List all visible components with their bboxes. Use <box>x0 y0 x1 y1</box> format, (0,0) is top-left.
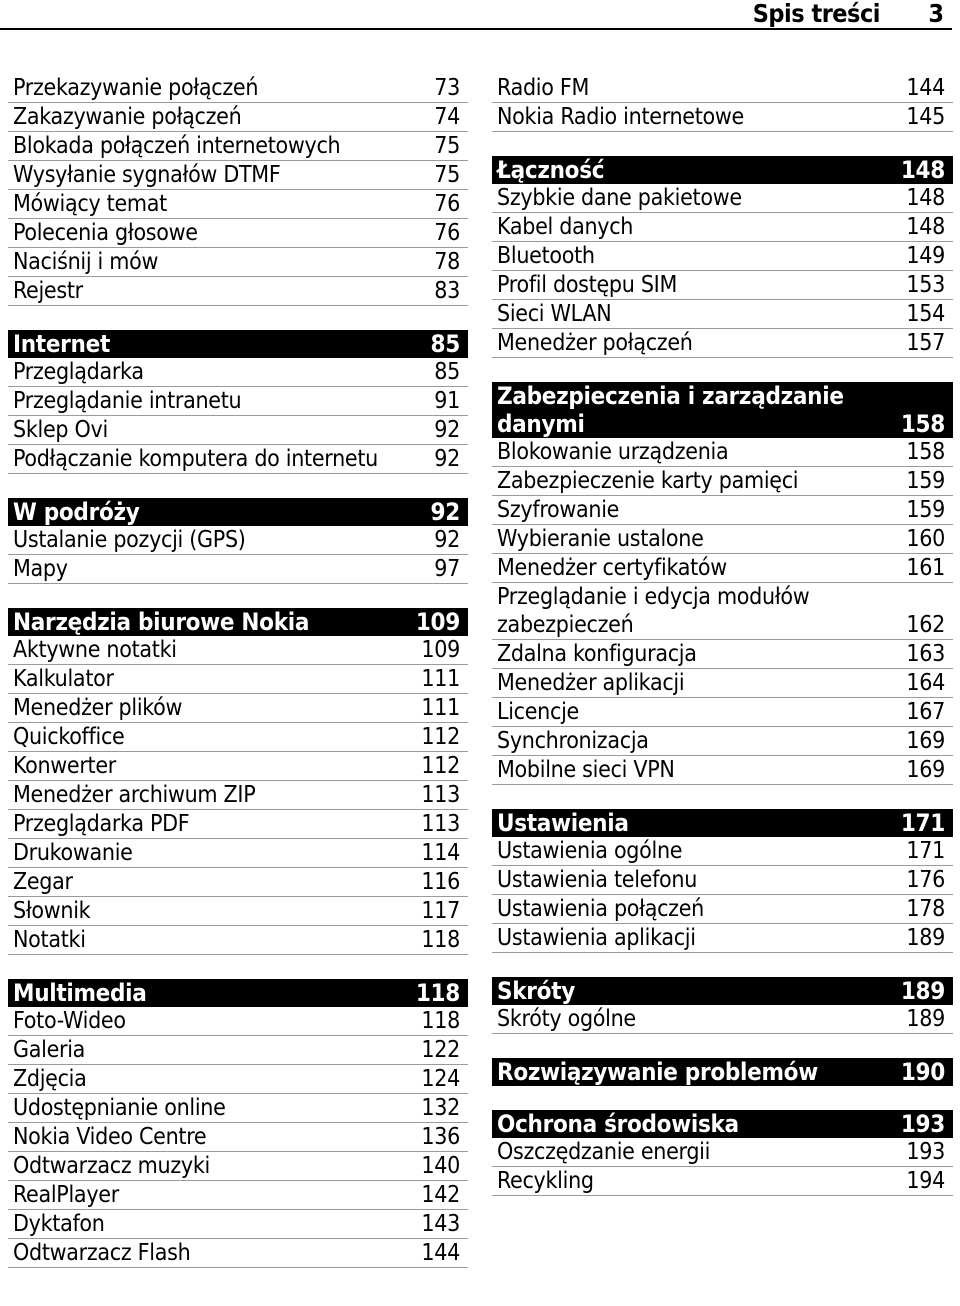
entry-page-number: 116 <box>421 869 460 895</box>
toc-entry[interactable] <box>492 329 953 358</box>
chapter-title: Łączność <box>497 156 605 184</box>
entry-page-number: 85 <box>434 359 460 385</box>
entry-title: Aktywne notatki <box>13 637 177 663</box>
entry-page-number: 109 <box>421 637 460 663</box>
toc-chapter-heading-multimedia[interactable] <box>8 979 468 1007</box>
toc-entry[interactable] <box>8 1210 468 1239</box>
entry-title: Menedżer aplikacji <box>497 670 685 696</box>
entry-page-number: 111 <box>421 695 460 721</box>
chapter-page-number: 92 <box>430 498 460 526</box>
toc-entry[interactable] <box>8 868 468 897</box>
toc-entry[interactable] <box>8 1181 468 1210</box>
toc-entry[interactable] <box>8 358 468 387</box>
entry-title: Podłączanie komputera do internetu <box>13 446 378 472</box>
entry-title: Przeglądanie intranetu <box>13 388 242 414</box>
toc-entry[interactable] <box>492 242 953 271</box>
entry-page-number: 112 <box>421 753 460 779</box>
chapter-title: Ochrona środowiska <box>497 1110 739 1138</box>
toc-entry[interactable] <box>492 756 953 785</box>
toc-entry[interactable] <box>492 213 953 242</box>
entry-page-number: 178 <box>906 896 945 922</box>
chapter-title: Skróty <box>497 977 575 1005</box>
entry-page-number: 162 <box>906 612 945 638</box>
toc-chapter-heading-w-podrozy[interactable] <box>8 498 468 526</box>
page-header <box>0 0 952 30</box>
entry-title: Ustawienia połączeń <box>497 896 704 922</box>
entry-page-number: 153 <box>906 272 945 298</box>
entry-title: Menedżer certyfikatów <box>497 555 727 581</box>
entry-title: Profil dostępu SIM <box>497 272 678 298</box>
toc-section <box>8 979 468 1268</box>
chapter-page-number: 109 <box>415 608 460 636</box>
entry-title: Wybieranie ustalone <box>497 526 704 552</box>
toc-entry[interactable] <box>8 1007 468 1036</box>
toc-section <box>492 74 953 132</box>
entry-title: Kabel danych <box>497 214 634 240</box>
toc-entry[interactable] <box>8 810 468 839</box>
toc-section <box>8 608 468 955</box>
toc-section <box>8 74 468 306</box>
entry-title: Słownik <box>13 898 91 924</box>
entry-page-number: 122 <box>421 1037 460 1063</box>
entry-page-number: 118 <box>421 1008 460 1034</box>
entry-page-number: 132 <box>421 1095 460 1121</box>
entry-title: RealPlayer <box>13 1182 119 1208</box>
toc-entry[interactable] <box>8 926 468 955</box>
entry-title: Udostępnianie online <box>13 1095 226 1121</box>
entry-title: Blokowanie urządzenia <box>497 439 729 465</box>
entry-title: Ustawienia ogólne <box>497 838 683 864</box>
entry-page-number: 74 <box>434 104 460 130</box>
toc-entry[interactable] <box>492 640 953 669</box>
toc-entry[interactable] <box>492 74 953 103</box>
toc-entry[interactable] <box>8 897 468 926</box>
chapter-title: Ustawienia <box>497 809 629 837</box>
toc-entry[interactable] <box>492 866 953 895</box>
toc-entry[interactable] <box>8 1094 468 1123</box>
entry-title: Oszczędzanie energii <box>497 1139 711 1165</box>
entry-title: Bluetooth <box>497 243 595 269</box>
entry-title: Wysyłanie sygnałów DTMF <box>13 162 281 188</box>
entry-page-number: 144 <box>421 1240 460 1266</box>
chapter-page-number: 158 <box>900 410 945 438</box>
toc-entry[interactable] <box>492 1005 953 1034</box>
toc-entry[interactable] <box>8 665 468 694</box>
toc-chapter-heading-zabezpieczenia-i-zarzadzanie-danymi[interactable] <box>492 382 953 438</box>
toc-entry[interactable] <box>492 184 953 213</box>
entry-title: Rejestr <box>13 278 83 304</box>
entry-title: Notatki <box>13 927 86 953</box>
entry-title: Quickoffice <box>13 724 125 750</box>
toc-entry[interactable] <box>8 74 468 103</box>
entry-page-number: 113 <box>421 811 460 837</box>
entry-title: Recykling <box>497 1168 594 1194</box>
toc-entry[interactable] <box>492 467 953 496</box>
chapter-title: Rozwiązywanie problemów <box>497 1058 818 1086</box>
entry-title: Naciśnij i mów <box>13 249 159 275</box>
entry-title: Odtwarzacz muzyki <box>13 1153 210 1179</box>
chapter-title: Internet <box>13 330 110 358</box>
toc-left-column <box>8 74 468 1292</box>
toc-entry[interactable] <box>8 248 468 277</box>
entry-title: Kalkulator <box>13 666 114 692</box>
toc-entry[interactable] <box>492 103 953 132</box>
toc-entry[interactable] <box>8 526 468 555</box>
toc-chapter-heading-lacznosc[interactable] <box>492 156 953 184</box>
toc-entry[interactable] <box>492 554 953 583</box>
entry-page-number: 136 <box>421 1124 460 1150</box>
entry-title: Mobilne sieci VPN <box>497 757 675 783</box>
entry-title: Nokia Radio internetowe <box>497 104 744 130</box>
entry-page-number: 154 <box>906 301 945 327</box>
entry-page-number: 159 <box>906 468 945 494</box>
toc-section <box>492 1058 953 1086</box>
toc-entry[interactable] <box>492 438 953 467</box>
entry-title: Ustawienia telefonu <box>497 867 698 893</box>
entry-title: Dyktafon <box>13 1211 105 1237</box>
entry-page-number: 144 <box>906 75 945 101</box>
chapter-title: Multimedia <box>13 979 147 1007</box>
entry-title: Foto-Wideo <box>13 1008 126 1034</box>
entry-page-number: 76 <box>434 191 460 217</box>
toc-entry[interactable] <box>8 1123 468 1152</box>
toc-entry[interactable] <box>492 1167 953 1196</box>
entry-page-number: 92 <box>434 527 460 553</box>
entry-title: Ustalanie pozycji (GPS) <box>13 527 246 553</box>
entry-title: Galeria <box>13 1037 86 1063</box>
toc-entry[interactable] <box>8 1239 468 1268</box>
entry-page-number: 189 <box>906 925 945 951</box>
entry-page-number: 149 <box>906 243 945 269</box>
entry-page-number: 112 <box>421 724 460 750</box>
toc-section <box>8 498 468 584</box>
toc-entry[interactable] <box>8 277 468 306</box>
entry-page-number: 194 <box>906 1168 945 1194</box>
entry-title: Radio FM <box>497 75 590 101</box>
entry-title: Sklep Ovi <box>13 417 108 443</box>
entry-title: Licencje <box>497 699 579 725</box>
toc-entry[interactable] <box>8 723 468 752</box>
toc-entry[interactable] <box>8 445 468 474</box>
entry-title: Synchronizacja <box>497 728 649 754</box>
chapter-page-number: 189 <box>900 977 945 1005</box>
entry-page-number: 97 <box>434 556 460 582</box>
entry-page-number: 124 <box>421 1066 460 1092</box>
toc-entry[interactable] <box>8 219 468 248</box>
entry-page-number: 189 <box>906 1006 945 1032</box>
entry-title: Blokada połączeń internetowych <box>13 133 341 159</box>
toc-entry[interactable] <box>492 583 953 640</box>
entry-page-number: 160 <box>906 526 945 552</box>
entry-title: Przeglądarka PDF <box>13 811 190 837</box>
entry-title: Mówiący temat <box>13 191 167 217</box>
chapter-page-number: 190 <box>900 1058 945 1086</box>
toc-entry[interactable] <box>8 839 468 868</box>
chapter-page-number: 118 <box>415 979 460 1007</box>
toc-entry[interactable] <box>8 555 468 584</box>
entry-title: Ustawienia aplikacji <box>497 925 696 951</box>
entry-page-number: 92 <box>434 446 460 472</box>
entry-title: Nokia Video Centre <box>13 1124 207 1150</box>
entry-page-number: 83 <box>434 278 460 304</box>
entry-title: Konwerter <box>13 753 117 779</box>
toc-entry[interactable] <box>492 698 953 727</box>
toc-entry[interactable] <box>8 190 468 219</box>
entry-page-number: 169 <box>906 757 945 783</box>
entry-title: Przeglądarka <box>13 359 144 385</box>
chapter-page-number: 148 <box>900 156 945 184</box>
entry-title: Zdjęcia <box>13 1066 87 1092</box>
chapter-page-number: 171 <box>900 809 945 837</box>
toc-chapter-heading-narzedzia-biurowe-nokia[interactable] <box>8 608 468 636</box>
entry-title: Menedżer połączeń <box>497 330 693 356</box>
entry-title: Menedżer plików <box>13 695 183 721</box>
chapter-title: Zabezpieczenia i zarządzanie danymi <box>497 382 844 438</box>
entry-page-number: 161 <box>906 555 945 581</box>
toc-entry[interactable] <box>8 103 468 132</box>
toc-entry[interactable] <box>492 727 953 756</box>
toc-chapter-heading-ochrona-srodowiska[interactable] <box>492 1110 953 1138</box>
toc-entry[interactable] <box>492 924 953 953</box>
entry-page-number: 78 <box>434 249 460 275</box>
toc-entry[interactable] <box>8 132 468 161</box>
entry-page-number: 117 <box>421 898 460 924</box>
toc-chapter-heading-skroty[interactable] <box>492 977 953 1005</box>
toc-section <box>8 330 468 474</box>
toc-chapter-heading-internet[interactable] <box>8 330 468 358</box>
toc-section <box>492 156 953 358</box>
entry-page-number: 114 <box>421 840 460 866</box>
toc-entry[interactable] <box>8 1152 468 1181</box>
entry-page-number: 164 <box>906 670 945 696</box>
toc-entry[interactable] <box>492 300 953 329</box>
entry-title: Przeglądanie i edycja modułów zabezpieczeń <box>497 584 810 638</box>
entry-title: Zdalna konfiguracja <box>497 641 697 667</box>
entry-page-number: 75 <box>434 133 460 159</box>
chapter-title: W podróży <box>13 498 140 526</box>
toc-entry[interactable] <box>492 895 953 924</box>
entry-page-number: 176 <box>906 867 945 893</box>
entry-page-number: 140 <box>421 1153 460 1179</box>
toc-chapter-heading-ustawienia[interactable] <box>492 809 953 837</box>
toc-entry[interactable] <box>8 636 468 665</box>
entry-title: Zabezpieczenie karty pamięci <box>497 468 799 494</box>
entry-title: Szybkie dane pakietowe <box>497 185 742 211</box>
toc-entry[interactable] <box>492 496 953 525</box>
entry-page-number: 111 <box>421 666 460 692</box>
chapter-page-number: 193 <box>900 1110 945 1138</box>
entry-title: Przekazywanie połączeń <box>13 75 259 101</box>
toc-entry[interactable] <box>8 1036 468 1065</box>
entry-page-number: 76 <box>434 220 460 246</box>
chapter-page-number: 85 <box>430 330 460 358</box>
entry-title: Menedżer archiwum ZIP <box>13 782 256 808</box>
entry-title: Szyfrowanie <box>497 497 620 523</box>
entry-title: Zakazywanie połączeń <box>13 104 242 130</box>
chapter-title: Narzędzia biurowe Nokia <box>13 608 310 636</box>
toc-entry[interactable] <box>492 1138 953 1167</box>
page-number: 3 <box>928 0 944 28</box>
entry-page-number: 148 <box>906 185 945 211</box>
entry-page-number: 145 <box>906 104 945 130</box>
page-title: Spis treści <box>752 0 880 28</box>
entry-page-number: 167 <box>906 699 945 725</box>
toc-entry[interactable] <box>8 161 468 190</box>
toc-section <box>492 809 953 953</box>
toc-entry[interactable] <box>492 271 953 300</box>
toc-section <box>492 382 953 785</box>
entry-title: Sieci WLAN <box>497 301 612 327</box>
entry-page-number: 169 <box>906 728 945 754</box>
entry-page-number: 143 <box>421 1211 460 1237</box>
toc-section <box>492 977 953 1034</box>
entry-page-number: 158 <box>906 439 945 465</box>
entry-page-number: 171 <box>906 838 945 864</box>
toc-entry[interactable] <box>8 752 468 781</box>
entry-title: Mapy <box>13 556 68 582</box>
entry-page-number: 92 <box>434 417 460 443</box>
toc-section <box>492 1110 953 1196</box>
entry-title: Odtwarzacz Flash <box>13 1240 191 1266</box>
toc-entry[interactable] <box>492 525 953 554</box>
entry-page-number: 159 <box>906 497 945 523</box>
toc-chapter-heading-rozwiazywanie-problemow[interactable] <box>492 1058 953 1086</box>
entry-page-number: 75 <box>434 162 460 188</box>
entry-page-number: 142 <box>421 1182 460 1208</box>
entry-title: Drukowanie <box>13 840 133 866</box>
entry-title: Polecenia głosowe <box>13 220 198 246</box>
entry-page-number: 163 <box>906 641 945 667</box>
toc-entry[interactable] <box>8 387 468 416</box>
entry-page-number: 73 <box>434 75 460 101</box>
toc-entry[interactable] <box>492 837 953 866</box>
toc-entry[interactable] <box>8 1065 468 1094</box>
entry-title: Skróty ogólne <box>497 1006 636 1032</box>
entry-page-number: 91 <box>434 388 460 414</box>
entry-page-number: 157 <box>906 330 945 356</box>
toc-entry[interactable] <box>8 416 468 445</box>
entry-page-number: 118 <box>421 927 460 953</box>
entry-page-number: 113 <box>421 782 460 808</box>
entry-page-number: 148 <box>906 214 945 240</box>
entry-page-number: 193 <box>906 1139 945 1165</box>
toc-right-column <box>492 74 953 1220</box>
toc-entry[interactable] <box>492 669 953 698</box>
toc-entry[interactable] <box>8 781 468 810</box>
entry-title: Zegar <box>13 869 73 895</box>
toc-entry[interactable] <box>8 694 468 723</box>
